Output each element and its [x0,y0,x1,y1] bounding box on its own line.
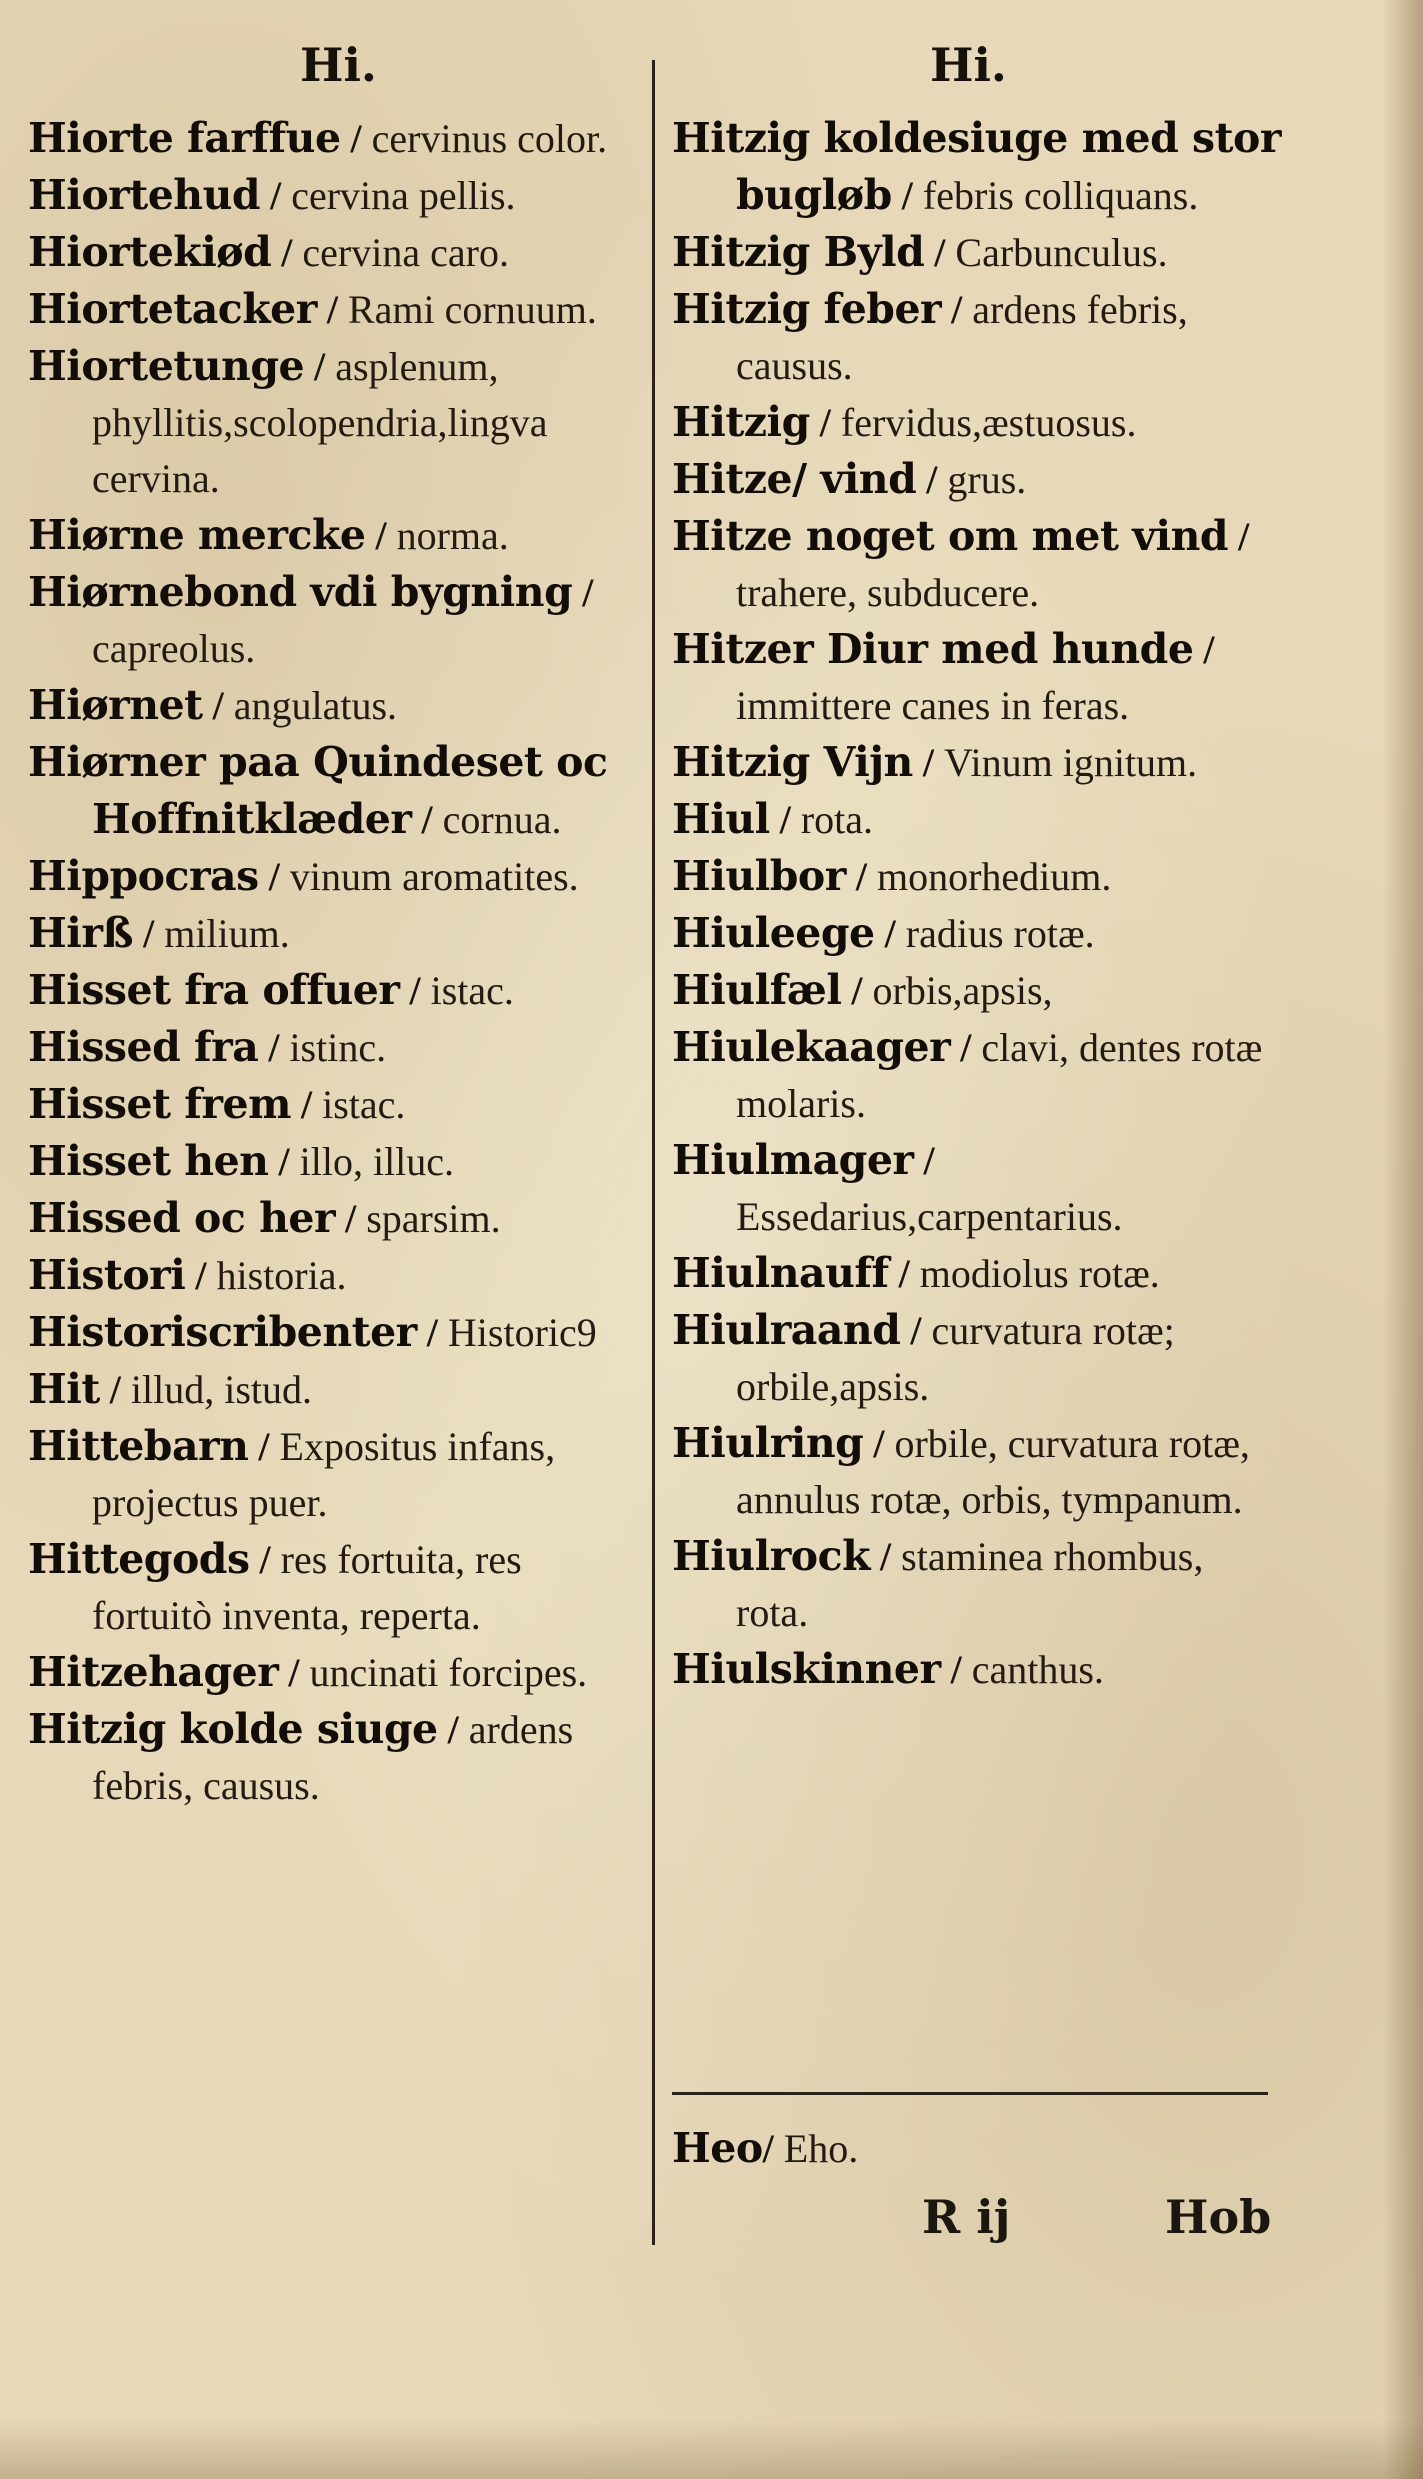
separator: / [340,116,372,161]
headword: Histori [28,1251,186,1299]
headword: Hiul [672,795,770,843]
dictionary-entry [28,110,638,167]
separator: / [290,1082,323,1127]
headword: Hitzehager [28,1648,279,1696]
headword: Hiulbor [672,852,846,900]
dictionary-entry [28,1644,638,1701]
headword: Hissed fra [28,1023,259,1071]
dictionary-entry [672,1019,1282,1132]
separator: / [335,1196,367,1241]
definition: Historic9 [447,1310,597,1355]
dictionary-entry [672,1302,1282,1415]
separator: / [271,230,303,275]
dictionary-entry [672,1641,1282,1698]
definition: vinum aromatites. [289,854,579,899]
definition: orbile, curvatura rotæ, annulus rotæ, orbis, tympanum. [736,1421,1250,1522]
headword: Hiulfæl [672,966,842,1014]
dictionary-entry [672,848,1282,905]
dictionary-entry [672,1132,1282,1245]
dictionary-entry [28,167,638,224]
definition: Rami cornuum. [347,287,597,332]
definition: immittere canes in feras. [736,683,1130,728]
dictionary-entry [672,224,1282,281]
separator: / [809,400,841,445]
definition: Vinum ignitum. [944,740,1198,785]
separator: / [316,287,348,332]
definition: Carbunculus. [955,230,1168,275]
definition: rota. [800,797,874,842]
dictionary-entry [28,281,638,338]
dictionary-entry [28,734,638,848]
page-edge-shadow [1383,0,1423,2479]
separator: / [1193,627,1215,672]
dictionary-entry [28,564,638,677]
headword: Hit [28,1365,100,1413]
definition: modiolus rotæ. [919,1251,1160,1296]
dictionary-entry [28,1418,638,1531]
headword: Hiulekaager [672,1023,951,1071]
definition: uncinati forcipes. [309,1650,588,1695]
separator: / [769,797,801,842]
headword: Hittegods [28,1535,250,1583]
definition: orbis,apsis, [872,968,1053,1013]
headword: Hiortehud [28,171,261,219]
headword: Hiulring [672,1419,864,1467]
headword: Hitzig Vijn [672,738,913,786]
dictionary-entry [672,734,1282,791]
separator: / [99,1367,131,1412]
definition: staminea rhombus, rota. [736,1534,1204,1635]
separator: / [304,344,336,389]
dictionary-entry [28,1304,638,1361]
definition: ardens febris, causus. [92,1707,574,1808]
separator: / [202,683,234,728]
definition: cervina caro. [302,230,509,275]
separator: / [888,1251,920,1296]
dictionary-entry [28,338,638,507]
definition: angulatus. [233,683,398,728]
dictionary-entry [28,1019,638,1076]
headword: Hisset frem [28,1080,291,1128]
definition: res fortuita, res fortuitò inventa, reperta. [92,1537,522,1638]
signature-mark: R ij [922,2190,1011,2244]
headword: Hiuleege [672,909,875,957]
headword: Hitzer Diur med hunde [672,625,1194,673]
dictionary-entry [28,905,638,962]
separator: / [841,968,873,1013]
left-column [28,110,638,1814]
dictionary-entry [672,621,1282,734]
definition: milium. [164,911,290,956]
separator: / [916,457,948,502]
separator: / [870,1534,902,1579]
definition: sparsim. [366,1196,501,1241]
dictionary-entry [672,962,1282,1019]
definition: fervidus,æstuosus. [840,400,1137,445]
definition: istac. [430,968,514,1013]
dictionary-entry [28,1701,638,1814]
headword: Hisset fra offuer [28,966,400,1014]
definition: istac. [322,1082,406,1127]
headword: Hitzig feber [672,285,942,333]
separator: / [940,1647,972,1692]
headword: Hitze noget om met vind [672,512,1229,560]
dictionary-entry [672,394,1282,451]
definition: cornua. [442,797,562,842]
dictionary-entry [28,1076,638,1133]
separator: / [133,911,165,956]
running-head-right: Hi. [930,38,1007,92]
separator: / [900,1308,932,1353]
headword: Hissed oc her [28,1194,336,1242]
cross-reference-entry [672,2120,858,2177]
separator: / [399,968,431,1013]
dictionary-entry [672,110,1282,224]
headword: Hiulnauff [672,1249,889,1297]
dictionary-entry [28,1190,638,1247]
separator: / [437,1707,469,1752]
headword: Historiscribenter [28,1308,417,1356]
headword: Hiulraand [672,1306,901,1354]
dictionary-entry [672,1528,1282,1641]
separator: / [950,1025,982,1070]
definition: curvatura rotæ; orbile,apsis. [736,1308,1175,1409]
dictionary-entry [672,791,1282,848]
separator: / [416,1310,448,1355]
separator: / [913,1138,935,1183]
dictionary-entry [28,677,638,734]
headword: Hippocras [28,852,259,900]
definition: trahere, subducere. [736,570,1040,615]
separator: / [258,854,290,899]
definition: istinc. [289,1025,387,1070]
dictionary-entry [28,507,638,564]
headword: Hiulrock [672,1532,871,1580]
definition: norma. [396,513,509,558]
dictionary-entry [28,1133,638,1190]
catchword: Hob [1165,2190,1272,2244]
separator: / [941,287,973,332]
definition: radius rotæ. [905,911,1095,956]
separator: / [260,173,292,218]
separator: / [924,230,956,275]
separator: / [762,2126,784,2171]
definition: historia. [216,1253,347,1298]
definition: asplenum, phyllitis,scolopendria,lingva cervina. [92,344,548,501]
headword: Hitzig kolde siuge [28,1705,438,1753]
dictionary-entry [28,848,638,905]
separator: / [912,740,944,785]
headword: Hiorte farffue [28,114,341,162]
separator: / [572,570,594,615]
definition: capreolus. [92,626,256,671]
headword: Hiortetunge [28,342,305,390]
definition: illo, illuc. [299,1139,455,1184]
page-bottom-shadow [0,2419,1423,2479]
right-column [672,110,1282,1698]
headword: Hiulmager [672,1136,914,1184]
separator: / [863,1421,895,1466]
dictionary-entry [672,1245,1282,1302]
definition: monorhedium. [876,854,1112,899]
headword: Hittebarn [28,1422,249,1470]
running-head-left: Hi. [300,38,377,92]
separator: / [268,1139,300,1184]
headword: Hiortetacker [28,285,317,333]
separator: / [411,797,443,842]
definition: cervina pellis. [291,173,516,218]
dictionary-entry [28,1531,638,1644]
headword: Hiulskinner [672,1645,941,1693]
separator: / [845,854,877,899]
dictionary-entry [672,1415,1282,1528]
definition: clavi, dentes rotæ molaris. [736,1025,1263,1126]
headword: Hirß [28,909,134,957]
separator: / [874,911,906,956]
separator: / [1228,514,1250,559]
definition: illud, istud. [130,1367,313,1412]
separator: / [185,1253,217,1298]
definition: cervinus color. [371,116,608,161]
separator: / [258,1025,290,1070]
separator: / [248,1424,280,1469]
headword: Hitze/ vind [672,455,917,503]
dictionary-entry [28,1247,638,1304]
headword: Hiørnet [28,681,203,729]
separator: / [365,513,397,558]
definition: ardens febris, causus. [736,287,1188,388]
dictionary-entry [28,962,638,1019]
dictionary-entry [672,905,1282,962]
headword: Hiørnebond vdi bygning [28,568,573,616]
definition: Essedarius,carpentarius. [736,1194,1123,1239]
dictionary-entry [672,508,1282,621]
headword: Hitzig koldesiuge med stor bugløb [672,114,1282,219]
footer-rule [672,2092,1268,2095]
dictionary-entry [672,281,1282,394]
definition: canthus. [971,1647,1104,1692]
headword: Heo [672,2124,763,2172]
headword: Hisset hen [28,1137,269,1185]
definition: grus. [947,457,1027,502]
dictionary-entry [28,224,638,281]
definition: febris colliquans. [922,173,1199,218]
headword: Hitzig Byld [672,228,925,276]
separator: / [278,1650,310,1695]
dictionary-entry [672,451,1282,508]
definition: Eho. [783,2126,859,2171]
separator: / [249,1537,281,1582]
headword: Hiortekiød [28,228,272,276]
headword: Hitzig [672,398,810,446]
separator: / [891,173,923,218]
dictionary-entry [28,1361,638,1418]
headword: Hiørner paa Quindeset oc Hoffnitklæder [28,738,608,843]
definition: Expositus infans, projectus puer. [92,1424,556,1525]
column-divider [652,60,655,2245]
headword: Hiørne mercke [28,511,366,559]
